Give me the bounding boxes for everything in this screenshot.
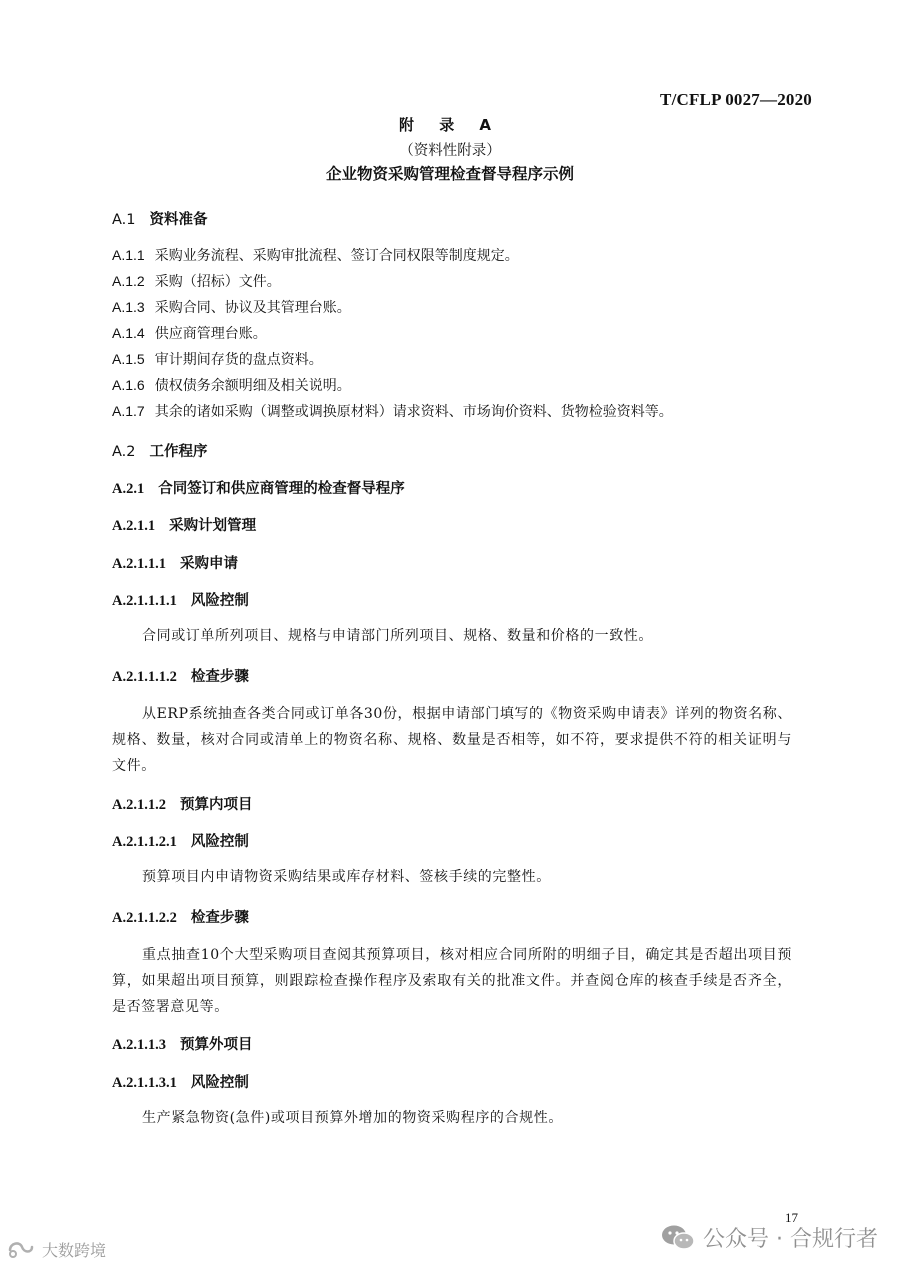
wechat-icon: [661, 1224, 695, 1252]
paragraph: 生产紧急物资(急件)或项目预算外增加的物资采购程序的合规性。: [142, 1110, 563, 1126]
section-title: 工作程序: [149, 444, 208, 460]
watermark-right-text: 公众号 · 合规行者: [703, 1227, 878, 1252]
section-heading-a21112: [112, 665, 249, 686]
logo-icon: [6, 1239, 36, 1261]
section-title: 检查步骤: [190, 910, 249, 926]
section-title: 资料准备: [149, 212, 208, 228]
paragraph: 重点抽查10个大型采购项目查阅其预算项目，核对相应合同所附的明细子目，确定其是否超出项目预算，如果超出项目预算，则跟踪检查操作程序及索取有关的批准文件。并查阅仓库的核查手续是否齐全，是否签署意见等。: [112, 947, 792, 1015]
section-number: A.1: [112, 212, 136, 228]
section-number: A.2.1.1.3: [112, 1037, 166, 1053]
section-heading-a2113: [112, 1033, 252, 1054]
watermark-left-text: 大数跨境: [42, 1241, 107, 1260]
item-text: 审计期间存货的盘点资料。: [154, 352, 323, 368]
paragraph: 预算项目内申请物资采购结果或库存材料、签核手续的完整性。: [142, 869, 551, 885]
item-number: A.1.1: [112, 247, 145, 263]
section-number: A.2.1.1.1.2: [112, 669, 177, 685]
paragraph: 合同或订单所列项目、规格与申请部门所列项目、规格、数量和价格的一致性。: [142, 628, 653, 644]
section-heading-a21131: [112, 1071, 249, 1092]
section-number: A.2.1.1.3.1: [112, 1075, 177, 1091]
section-number: A.2.1.1.2.1: [112, 834, 177, 850]
section-title: 采购计划管理: [169, 518, 257, 534]
section-title: 预算外项目: [179, 1037, 253, 1053]
item-number: A.1.4: [112, 325, 145, 341]
item-number: A.1.7: [112, 403, 145, 419]
item-number: A.1.3: [112, 299, 145, 315]
section-heading-a2111: [112, 552, 238, 573]
appendix-name: 企业物资采购管理检查督导程序示例: [325, 165, 574, 183]
standard-code: T/CFLP 0027—2020: [660, 90, 812, 109]
section-number: A.2.1.1.2.2: [112, 910, 177, 926]
section-heading-a21111: [112, 589, 249, 610]
list-item: [112, 271, 281, 291]
watermark-left: [6, 1238, 106, 1261]
section-title: 风险控制: [190, 593, 249, 609]
section-number: A.2.1.1.1.1: [112, 593, 177, 609]
watermark-right: [661, 1222, 878, 1253]
section-number: A.2: [112, 444, 136, 460]
list-item: [112, 375, 351, 395]
item-text: 采购（招标）文件。: [154, 274, 281, 290]
page-number: 17: [785, 1210, 798, 1225]
item-number: A.1.5: [112, 351, 145, 367]
paragraph: 从ERP系统抽查各类合同或订单各30份，根据申请部门填写的《物资采购申请表》详列的物资名称、规格、数量，核对合同或清单上的物资名称、规格、数量是否相等，如不符，要求提供不符的相关证明与文件。: [112, 706, 792, 774]
list-item: [112, 245, 519, 265]
item-text: 采购合同、协议及其管理台账。: [154, 300, 351, 316]
section-title: 采购申请: [179, 556, 238, 572]
item-text: 债权债务余额明细及相关说明。: [154, 378, 351, 394]
section-title: 检查步骤: [190, 669, 249, 685]
section-title: 风险控制: [190, 834, 249, 850]
item-text: 其余的诸如采购（调整或调换原材料）请求资料、市场询价资料、货物检验资料等。: [154, 404, 673, 420]
section-heading-a2112: [112, 793, 252, 814]
section-number: A.2.1: [112, 481, 145, 497]
section-heading-a1: [112, 208, 208, 229]
list-item: [112, 349, 323, 369]
item-number: A.1.2: [112, 273, 145, 289]
section-number: A.2.1.1.1: [112, 556, 166, 572]
list-item: [112, 323, 267, 343]
appendix-type: （资料性附录）: [399, 143, 501, 159]
appendix-title: 附 录 A: [398, 116, 502, 134]
section-heading-a21122: [112, 906, 249, 927]
list-item: [112, 297, 351, 317]
section-heading-a211: [112, 514, 256, 535]
item-number: A.1.6: [112, 377, 145, 393]
section-heading-a2: [112, 440, 208, 461]
section-number: A.2.1.1.2: [112, 797, 166, 813]
item-text: 采购业务流程、采购审批流程、签订合同权限等制度规定。: [154, 248, 519, 264]
section-heading-a21: [112, 477, 405, 498]
section-number: A.2.1.1: [112, 518, 156, 534]
item-text: 供应商管理台账。: [154, 326, 267, 342]
section-title: 合同签订和供应商管理的检查督导程序: [158, 481, 405, 497]
section-title: 风险控制: [190, 1075, 249, 1091]
section-title: 预算内项目: [179, 797, 253, 813]
section-heading-a21121: [112, 830, 249, 851]
list-item: [112, 401, 673, 421]
